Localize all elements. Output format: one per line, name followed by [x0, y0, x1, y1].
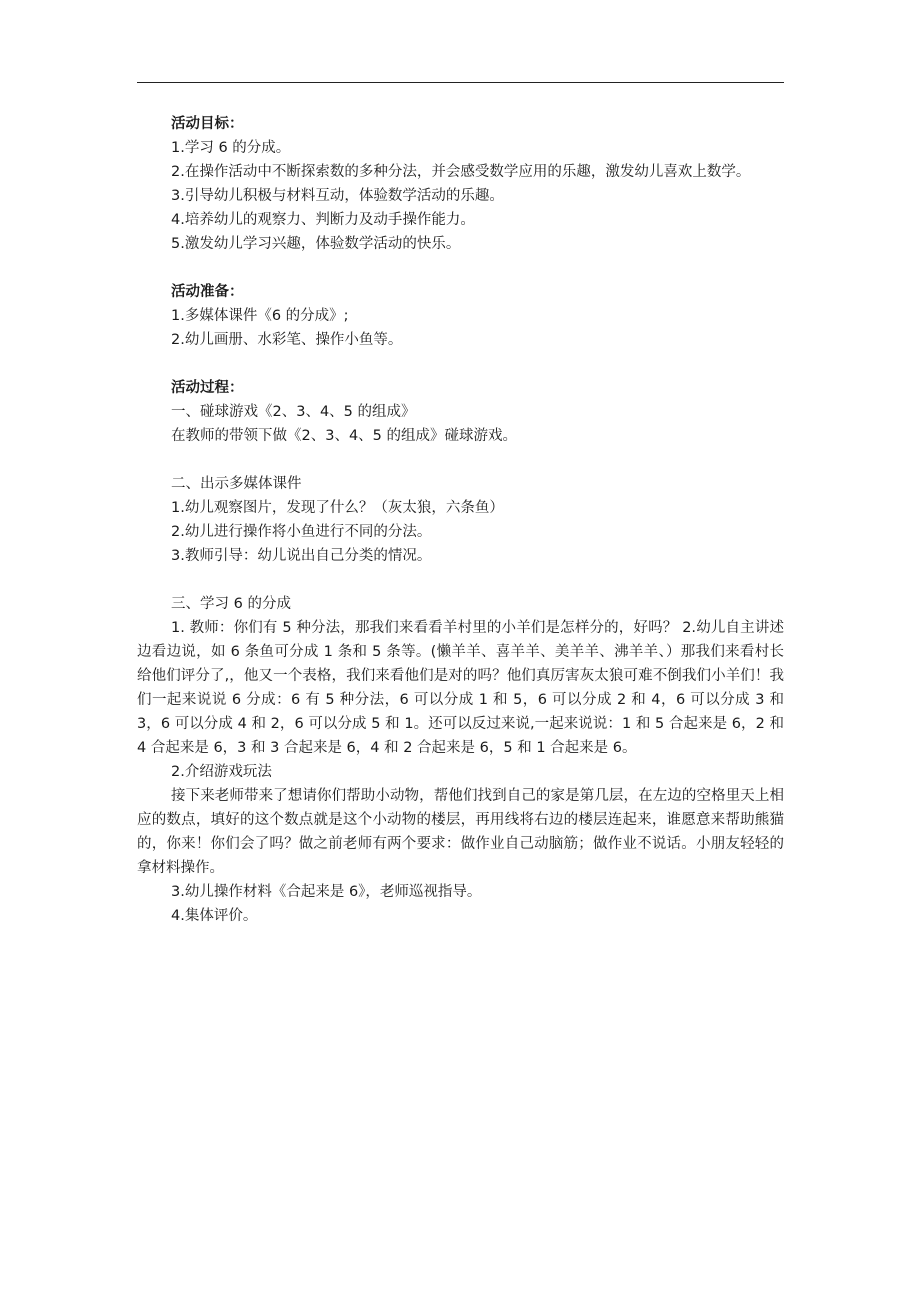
section-learn-six	[137, 592, 784, 928]
multimedia-step: 3.教师引导：幼儿说出自己分类的情况。	[171, 548, 432, 564]
document-body	[137, 112, 784, 928]
preparation-item: 2.幼儿画册、水彩笔、操作小鱼等。	[171, 332, 403, 348]
section-subheading: 二、出示多媒体课件	[171, 476, 302, 492]
section-heading: 活动过程：	[171, 380, 244, 396]
multimedia-step: 1.幼儿观察图片，发现了什么？（灰太狼，六条鱼）	[171, 500, 504, 516]
learn-paragraph: 接下来老师带来了想请你们帮助小动物，帮他们找到自己的家是第几层，在左边的空格里天上相应的数点，填好的这个数点就是这个小动物的楼层，再用线将右边的楼层连起来，谁愿意来帮助熊猫的，你来！你们会了吗？做之前老师有两个要求：做作业自己动脑筋；做作业不说话。小朋友轻轻的拿材料操作。	[137, 788, 784, 876]
learn-step: 2.介绍游戏玩法	[171, 764, 272, 780]
goal-item: 5.激发幼儿学习兴趣，体验数学活动的快乐。	[171, 236, 461, 252]
process-step: 在教师的带领下做《2、3、4、5 的组成》碰球游戏。	[171, 428, 518, 444]
header-rule	[137, 82, 784, 83]
section-subheading: 三、学习 6 的分成	[171, 596, 291, 612]
section-goals	[137, 112, 784, 256]
learn-paragraph: 1. 教师：你们有 5 种分法，那我们来看看羊村里的小羊们是怎样分的，好吗？ 2.幼儿自主讲述边看边说，如 6 条鱼可分成 1 条和 5 条等。(懒羊羊、喜羊羊、美羊羊、沸羊羊、）那我们来看村长给他们评分了,，他又一个表格，我们来看他们是对的吗？他们真厉害灰太狼可难不倒我们小羊们！我们一起来说说 6 分成：6 有 5 种分法，6 可以分成 1 和 5，6 可以分成 2 和 4，6 可以分成 3 和 3，6 可以分成 4 和 2，6 可以分成 5 和 1。还可以反过来说,一起来说说：1 和 5 合起来是 6，2 和 4 合起来是 6，3 和 3 合起来是 6，4 和 2 合起来是 6，5 和 1 合起来是 6。	[137, 620, 784, 756]
section-heading: 活动准备：	[171, 284, 244, 300]
preparation-item: 1.多媒体课件《6 的分成》;	[171, 308, 349, 324]
section-process	[137, 376, 784, 448]
goal-item: 3.引导幼儿积极与材料互动，体验数学活动的乐趣。	[171, 188, 504, 204]
section-heading: 活动目标：	[171, 116, 244, 132]
section-multimedia	[137, 472, 784, 568]
learn-step: 3.幼儿操作材料《合起来是 6》，老师巡视指导。	[171, 884, 482, 900]
process-step: 一、碰球游戏《2、3、4、5 的组成》	[171, 404, 416, 420]
goal-item: 4.培养幼儿的观察力、判断力及动手操作能力。	[171, 212, 475, 228]
goal-item: 2.在操作活动中不断探索数的多种分法，并会感受数学应用的乐趣，激发幼儿喜欢上数学。	[171, 164, 751, 180]
multimedia-step: 2.幼儿进行操作将小鱼进行不同的分法。	[171, 524, 432, 540]
section-preparation	[137, 280, 784, 352]
goal-item: 1.学习 6 的分成。	[171, 140, 291, 156]
learn-step: 4.集体评价。	[171, 908, 258, 924]
